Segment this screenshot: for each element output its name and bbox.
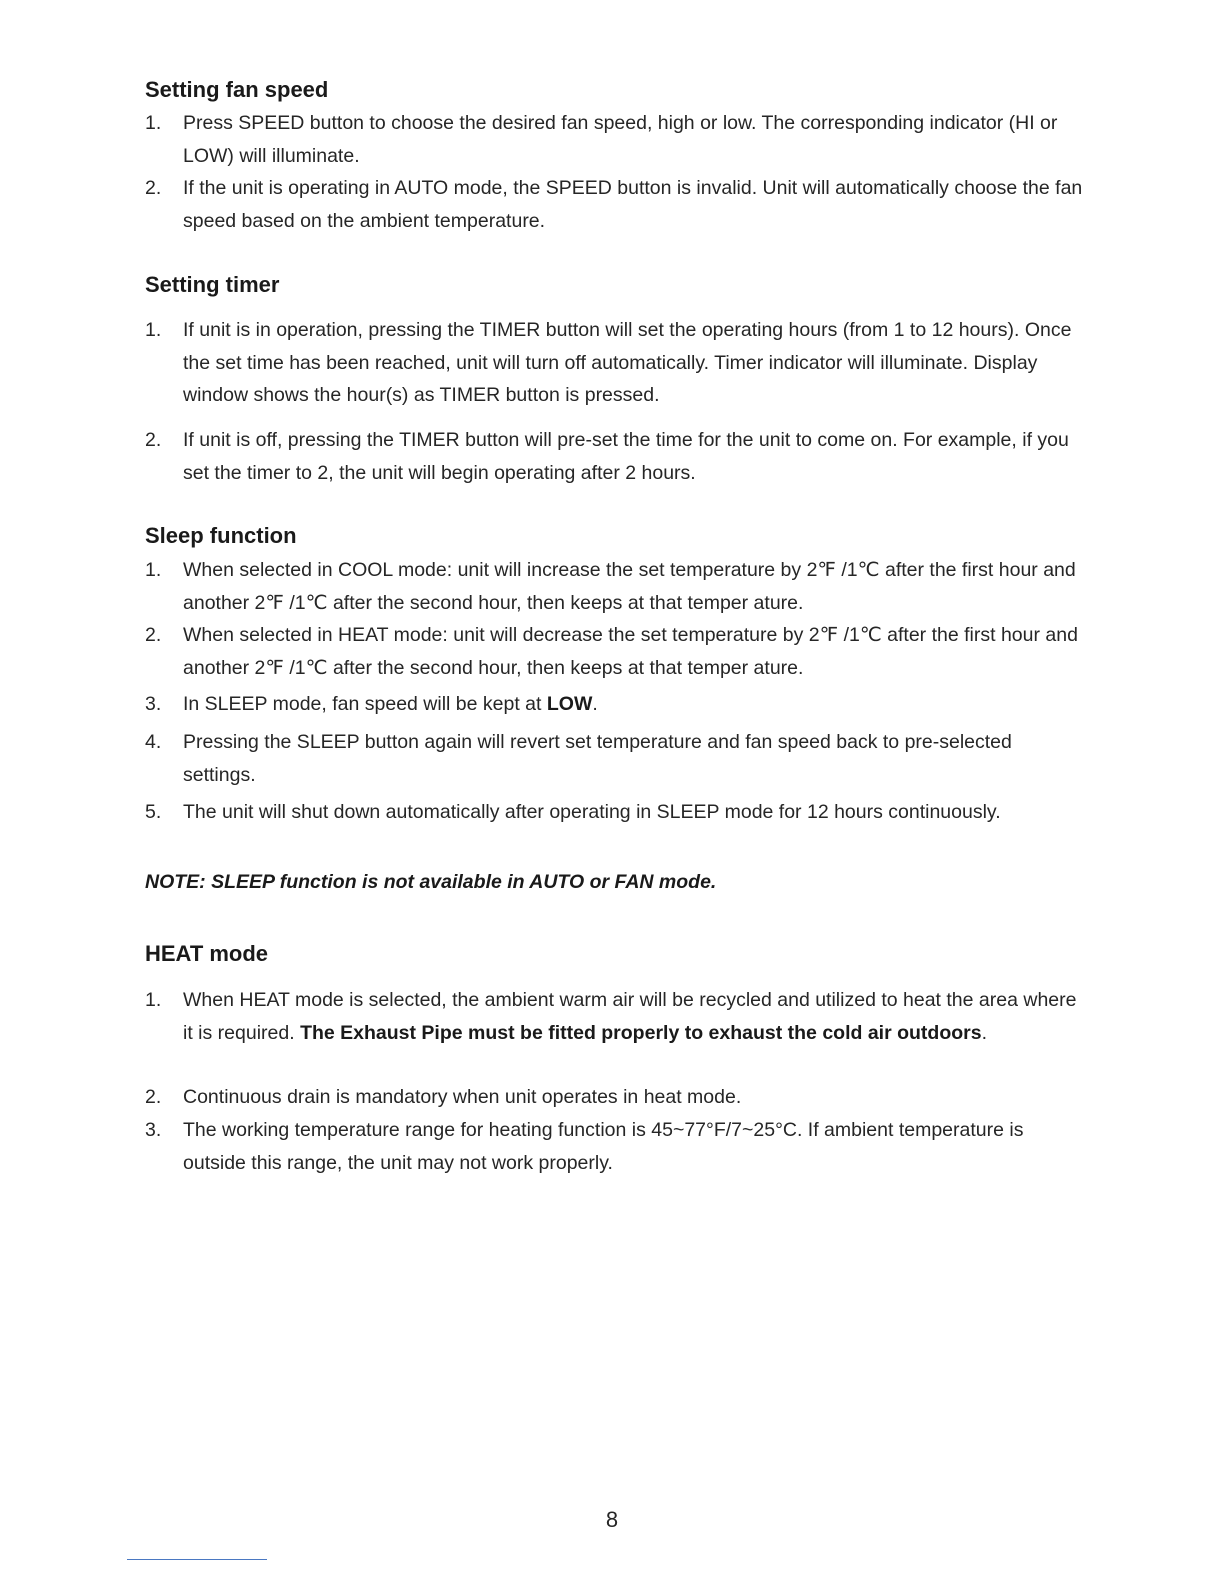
- item-text: If unit is in operation, pressing the TIMER button will set the operating hours (from 1 to 12 hours). Once the set time has been reached, unit will turn off automatically. Timer indicator will illuminate. Display window shows the hour(s) as TIMER button is pressed.: [183, 319, 1072, 406]
- item-text: The working temperature range for heating function is 45~77°F/7~25°C. If ambient temperature is outside this range, the unit may not work properly.: [183, 1119, 1024, 1174]
- list-item: [145, 554, 1085, 619]
- list-item: [145, 424, 1085, 489]
- footer-divider: [127, 1559, 267, 1560]
- item-number: 3.: [145, 1119, 162, 1141]
- heading-fan-speed: Setting fan speed: [145, 77, 329, 102]
- list-item: [145, 107, 1085, 172]
- list-item: [145, 726, 1085, 791]
- heading-sleep-function: Sleep function: [145, 523, 297, 548]
- item-text: Press SPEED button to choose the desired fan speed, high or low. The corresponding indicator (HI or LOW) will illuminate.: [183, 112, 1058, 167]
- list-item: [145, 172, 1085, 237]
- item-text-bold: LOW: [546, 693, 593, 715]
- item-number: 3.: [145, 693, 162, 715]
- heading-timer: Setting timer: [145, 272, 280, 297]
- item-number: 4.: [145, 731, 162, 753]
- item-number: 5.: [145, 801, 162, 823]
- item-text: If the unit is operating in AUTO mode, the SPEED button is invalid. Unit will automatically choose the fan speed based on the ambient temperature.: [183, 177, 1083, 232]
- item-number: 1.: [145, 319, 162, 341]
- item-text-bold: The Exhaust Pipe must be fitted properly to exhaust the cold air outdoors: [300, 1021, 982, 1044]
- heading-heat-mode: HEAT mode: [145, 941, 269, 966]
- item-number: 2.: [145, 1086, 162, 1108]
- item-text: [183, 984, 1083, 1049]
- list-item: [145, 688, 1085, 721]
- list-item: [145, 1114, 1085, 1179]
- list-item: [145, 619, 1085, 684]
- item-text: [183, 688, 1083, 721]
- page-number: 8: [605, 1507, 619, 1532]
- list-item: [145, 796, 1085, 829]
- item-number: 1.: [145, 112, 162, 134]
- item-number: 1.: [145, 559, 162, 581]
- item-text: If unit is off, pressing the TIMER button will pre-set the time for the unit to come on. For example, if you set the timer to 2, the unit will begin operating after 2 hours.: [183, 429, 1069, 484]
- item-number: 1.: [145, 989, 162, 1011]
- item-text: Continuous drain is mandatory when unit operates in heat mode.: [183, 1086, 742, 1108]
- item-text: When selected in COOL mode: unit will increase the set temperature by 2℉ /1℃ after the first hour and another 2℉ /1℃ after the second hour, then keeps at that temper ature.: [183, 559, 1076, 614]
- item-text: When selected in HEAT mode: unit will decrease the set temperature by 2℉ /1℃ after the first hour and another 2℉ /1℃ after the second hour, then keeps at that temper ature.: [183, 624, 1078, 679]
- item-text-part: .: [592, 693, 598, 715]
- item-text: The unit will shut down automatically after operating in SLEEP mode for 12 hours continuously.: [183, 801, 1001, 823]
- list-item: [145, 984, 1085, 1049]
- list-item: [145, 1081, 1085, 1114]
- item-text-part: In SLEEP mode, fan speed will be kept at: [183, 693, 547, 715]
- sleep-note: NOTE: SLEEP function is not available in AUTO or FAN mode.: [145, 871, 717, 893]
- item-text-part: .: [981, 1021, 987, 1044]
- item-number: 2.: [145, 429, 162, 451]
- item-number: 2.: [145, 177, 162, 199]
- list-item: [145, 314, 1085, 412]
- item-text-part: When HEAT mode is selected, the ambient warm air will be recycled and utilized to heat the area where it is required.: [183, 989, 1077, 1044]
- item-text: Pressing the SLEEP button again will revert set temperature and fan speed back to pre-selected settings.: [183, 731, 1012, 786]
- item-number: 2.: [145, 624, 162, 646]
